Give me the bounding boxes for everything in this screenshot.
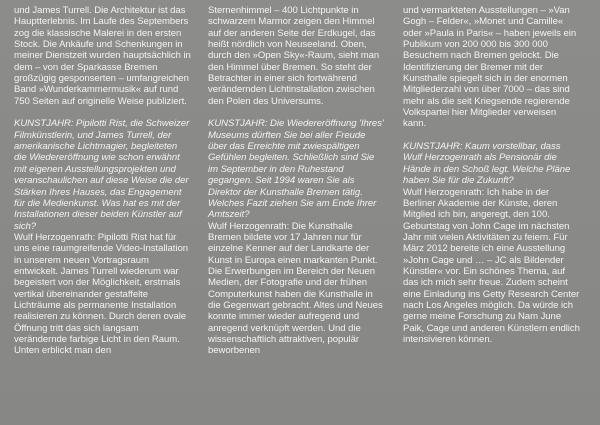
- answer-paragraph: Wulf Herzogenrath: Pipilotti Rist hat für uns eine raumgreifende Video-Installation in unserem neuen Vortragsraum entwickelt. James Turrell wiederum war begeistert von der Möglichkeit, erstmals vertikal übereinander gestaffelte Lichträume als permanente Installation realisieren zu können. Durch deren ovale Öffnung tritt das sich langsam verändernde farbige Licht in den Raum. Unten erblickt man den: [14, 231, 188, 357]
- answer-paragraph: Sternenhimmel – 400 Lichtpunkte in schwarzem Marmor zeigen den Himmel auf der anderen Seite der Erdkugel, das heißt nördlich von Neuseeland. Oben, durch den »Open Sky«-Raum, sieht man den Himmel über Bremen. So steht der Betrachter in einer sich fortwährend verändernden Lichtinstallation zwischen den Polen des Universums.: [208, 5, 380, 107]
- paragraph-gap: [14, 107, 192, 118]
- paragraph-gap: [403, 130, 581, 141]
- text-column-2: [208, 5, 386, 357]
- paragraph-gap: [208, 107, 386, 118]
- interview-question: KUNSTJAHR: Die Wiedereröffnung 'Ihres' Museums dürften Sie bei aller Freude über das Erreichte mit zwiespältigen Gefühlen begleiten. Schließlich sind Sie im September in den Ruhestand gegangen. Seit 1994 waren Sie als Direktor der Kunsthalle Bremen tätig. Welches Fazit ziehen Sie am Ende Ihrer Amtszeit?: [208, 118, 384, 221]
- interview-question: KUNSTJAHR: Pipilotti Rist, die Schweizer Filmkünstlerin, und James Turrell, der amerikanische Lichtmagier, begleiteten die Wiedereröffnung wie schon erwähnt mit eigenen Ausstellungsprojekten und veranschaulichen auf diese Weise die der Stärken Ihres Hauses, das Engagement für die Medienkunst. Was hat es mit der Installationen dieser beiden Künstler auf sich?: [14, 118, 190, 232]
- answer-paragraph: und vermarkteten Ausstellungen – »Van Gogh – Felder«, »Monet und Camille« oder »Paula in Paris« – haben jeweils ein Publikum von 200 000 bis 300 000 Besuchern nach Bremen gelockt. Die Identifizierung der Bremer mit der Kunsthalle spiegelt sich in der enormen Mitgliederzahl von über 7000 – das sind mehr als die seit Kriegsende regierende Volkspartei hier Mitglieder verweisen kann.: [403, 5, 577, 130]
- text-column-3: [403, 5, 581, 345]
- text-column-1: [14, 5, 192, 357]
- answer-paragraph: Wulf Herzogenrath: Ich habe in der Berliner Akademie der Künste, deren Mitglied ich bin, angeregt, den 100. Geburtstag von John Cage im nächsten Jahr mit vielen Aktivitäten zu feiern. Für März 2012 bereite ich eine Ausstellung »John Cage und … – JC als Bildender Künstler« vor. Ein schönes Thema, auf das ich mich sehr freue. Zudem scheint eine Einladung ins Getty Research Center nach Los Angeles möglich. Da würde ich gerne meine Forschung zu Nam June Paik, Cage und anderen Künstlern endlich intensivieren können.: [403, 186, 580, 345]
- answer-paragraph: und James Turrell. Die Architektur ist das Hauptterlebnis. Im Laufe des Septembers zog die klassische Malerei in den ersten Stock. Die Ankäufe und Schenkungen in meiner Dienstzeit wurden hauptsächlich in dem – von der Sparkasse Bremen großzügig gesponserten – umfangreichen Band »Wunderkammermusik« auf rund 750 Seiten auf originelle Weise publiziert.: [14, 5, 191, 107]
- answer-paragraph: Wulf Herzogenrath: Die Kunsthalle Bremen bildete vor 17 Jahren nur für einzelne Kenner auf der Landkarte der Kunst in Europa einen markanten Punkt. Die Erwerbungen im Bereich der Neuen Medien, der Fotografie und der frühen Computerkunst haben die Kunsthalle in die Gegenwart gebracht. Altes und Neues konnte immer wieder aufregend und anregend verknüpft werden. Und die wissenschaftlich attraktiven, populär beworbenen: [208, 220, 383, 357]
- interview-question: KUNSTJAHR: Kaum vorstellbar, dass Wulf Herzogenrath als Pensionär die Hände in den Schoß legt. Welche Pläne haben Sie für die Zukunft?: [403, 141, 571, 187]
